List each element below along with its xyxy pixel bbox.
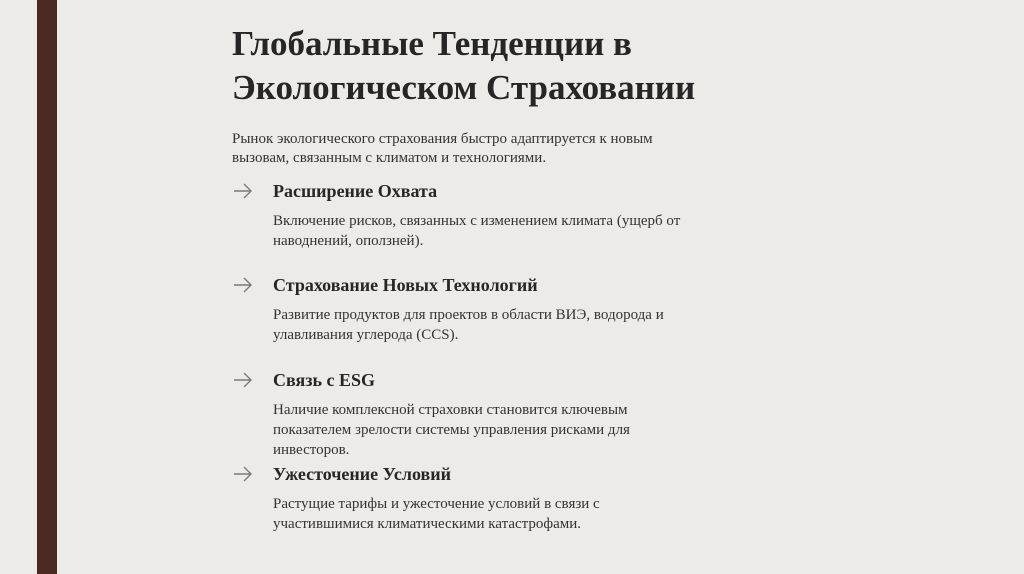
intro-text [232,130,792,168]
arrow-right-icon [232,180,254,202]
item-desc-line: Растущие тарифы и ужесточение условий в связи с [273,496,600,512]
item-desc-line: инвесторов. [273,442,350,458]
item-desc-line: Включение рисков, связанных с изменением климата (ущерб от [273,213,681,229]
item-title: Расширение Охвата [273,181,438,201]
accent-side-bar [37,0,57,574]
item-title: Ужесточение Условий [273,464,451,484]
item-description [273,211,773,251]
page-title [232,22,852,110]
item-title: Связь с ESG [273,370,375,390]
item-description [273,400,773,460]
arrow-right-icon [232,369,254,391]
arrow-right-icon [232,274,254,296]
intro-line-1: Рынок экологического страхования быстро адаптируется к новым [232,131,653,147]
title-line-1: Глобальные Тенденции в [232,24,632,63]
item-desc-line: Развитие продуктов для проектов в области ВИЭ, водорода и [273,307,664,323]
item-title: Страхование Новых Технологий [273,275,538,295]
item-description [273,305,773,345]
item-desc-line: наводнений, оползней). [273,233,424,249]
item-description [273,494,773,534]
item-desc-line: показателем зрелости системы управления рисками для [273,422,630,438]
intro-line-2: вызовам, связанным с климатом и технологиями. [232,150,547,166]
item-desc-line: Наличие комплексной страховки становится ключевым [273,402,628,418]
item-desc-line: участившимися климатическими катастрофами. [273,516,582,532]
item-desc-line: улавливания углерода (CCS). [273,327,459,343]
arrow-right-icon [232,463,254,485]
title-line-2: Экологическом Страховании [232,68,696,107]
